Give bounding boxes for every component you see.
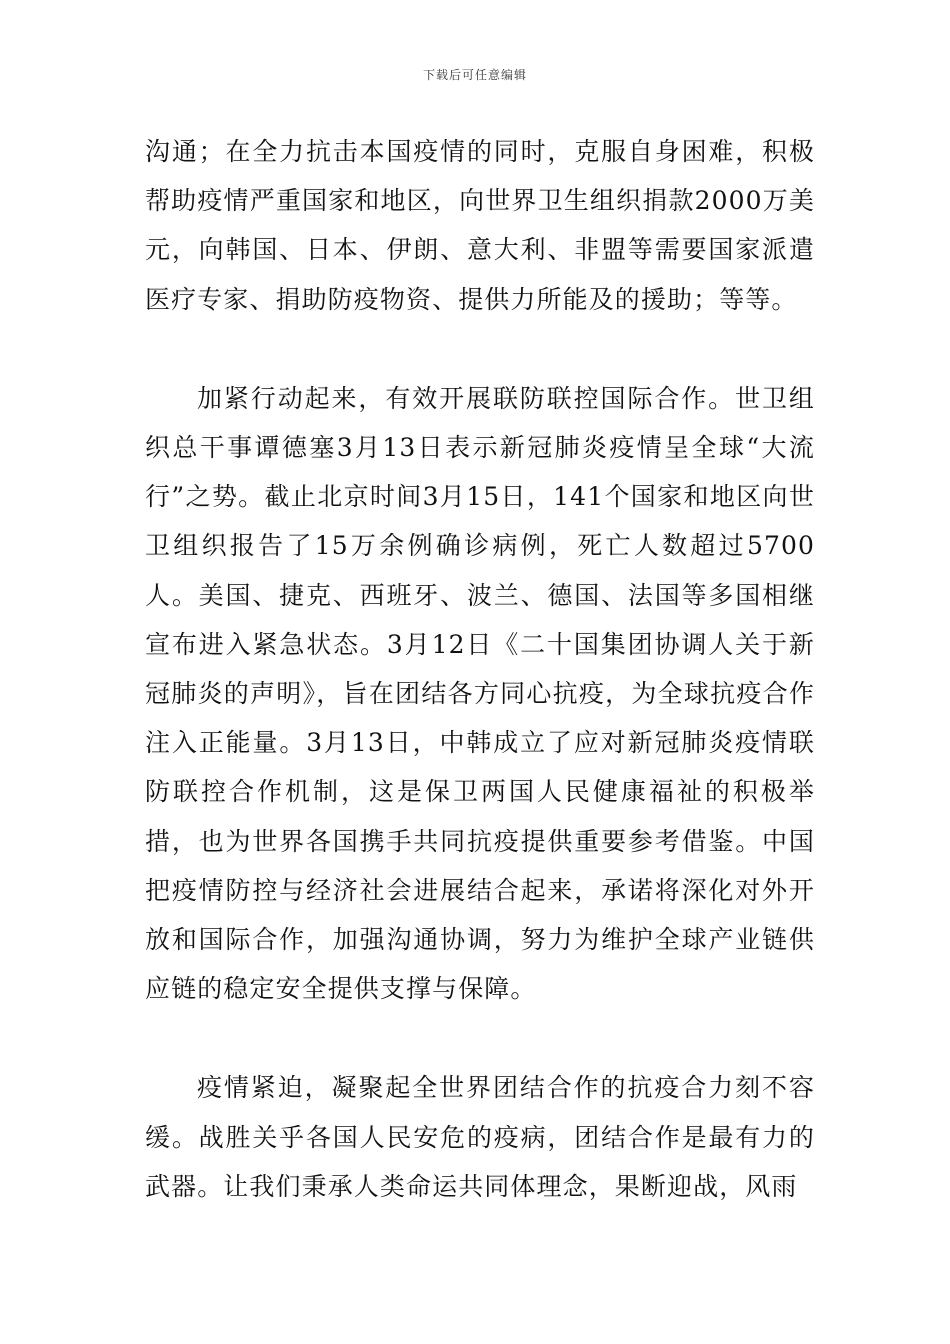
document-body [145, 127, 815, 1211]
paragraph-continued: 沟通；在全力抗击本国疫情的同时，克服自身困难，积极帮助疫情严重国家和地区，向世界卫生组织捐款2000万美元，向韩国、日本、伊朗、意大利、非盟等需要国家派遣医疗专家、捐助防疫物资、提供力所能及的援助；等等。 [145, 137, 815, 314]
page-header: 下载后可任意编辑 [422, 68, 527, 82]
paragraph-solidarity: 疫情紧迫，凝聚起全世界团结合作的抗疫合力刻不容缓。战胜关乎各国人民安危的疫病，团结合作是最有力的武器。让我们秉承人类命运共同体理念，果断迎战，风雨 [145, 1073, 815, 1201]
paragraph-cooperation: 加紧行动起来，有效开展联防联控国际合作。世卫组织总干事谭德塞3月13日表示新冠肺炎疫情呈全球“大流行”之势。截止北京时间3月15日，141个国家和地区向世卫组织报告了15万余例确诊病例，死亡人数超过5700人。美国、捷克、西班牙、波兰、德国、法国等多国相继宣布进入紧急状态。3月12日《二十国集团协调人关于新冠肺炎的声明》，旨在团结各方同心抗疫，为全球抗疫合作注入正能量。3月13日，中韩成立了应对新冠肺炎疫情联防联控合作机制，这是保卫两国人民健康福祉的积极举措，也为世界各国携手共同抗疫提供重要参考借鉴。中国把疫情防控与经济社会进展结合起来，承诺将深化对外开放和国际合作，加强沟通协调，努力为维护全球产业链供应链的稳定安全提供支撑与保障。 [145, 383, 815, 1004]
